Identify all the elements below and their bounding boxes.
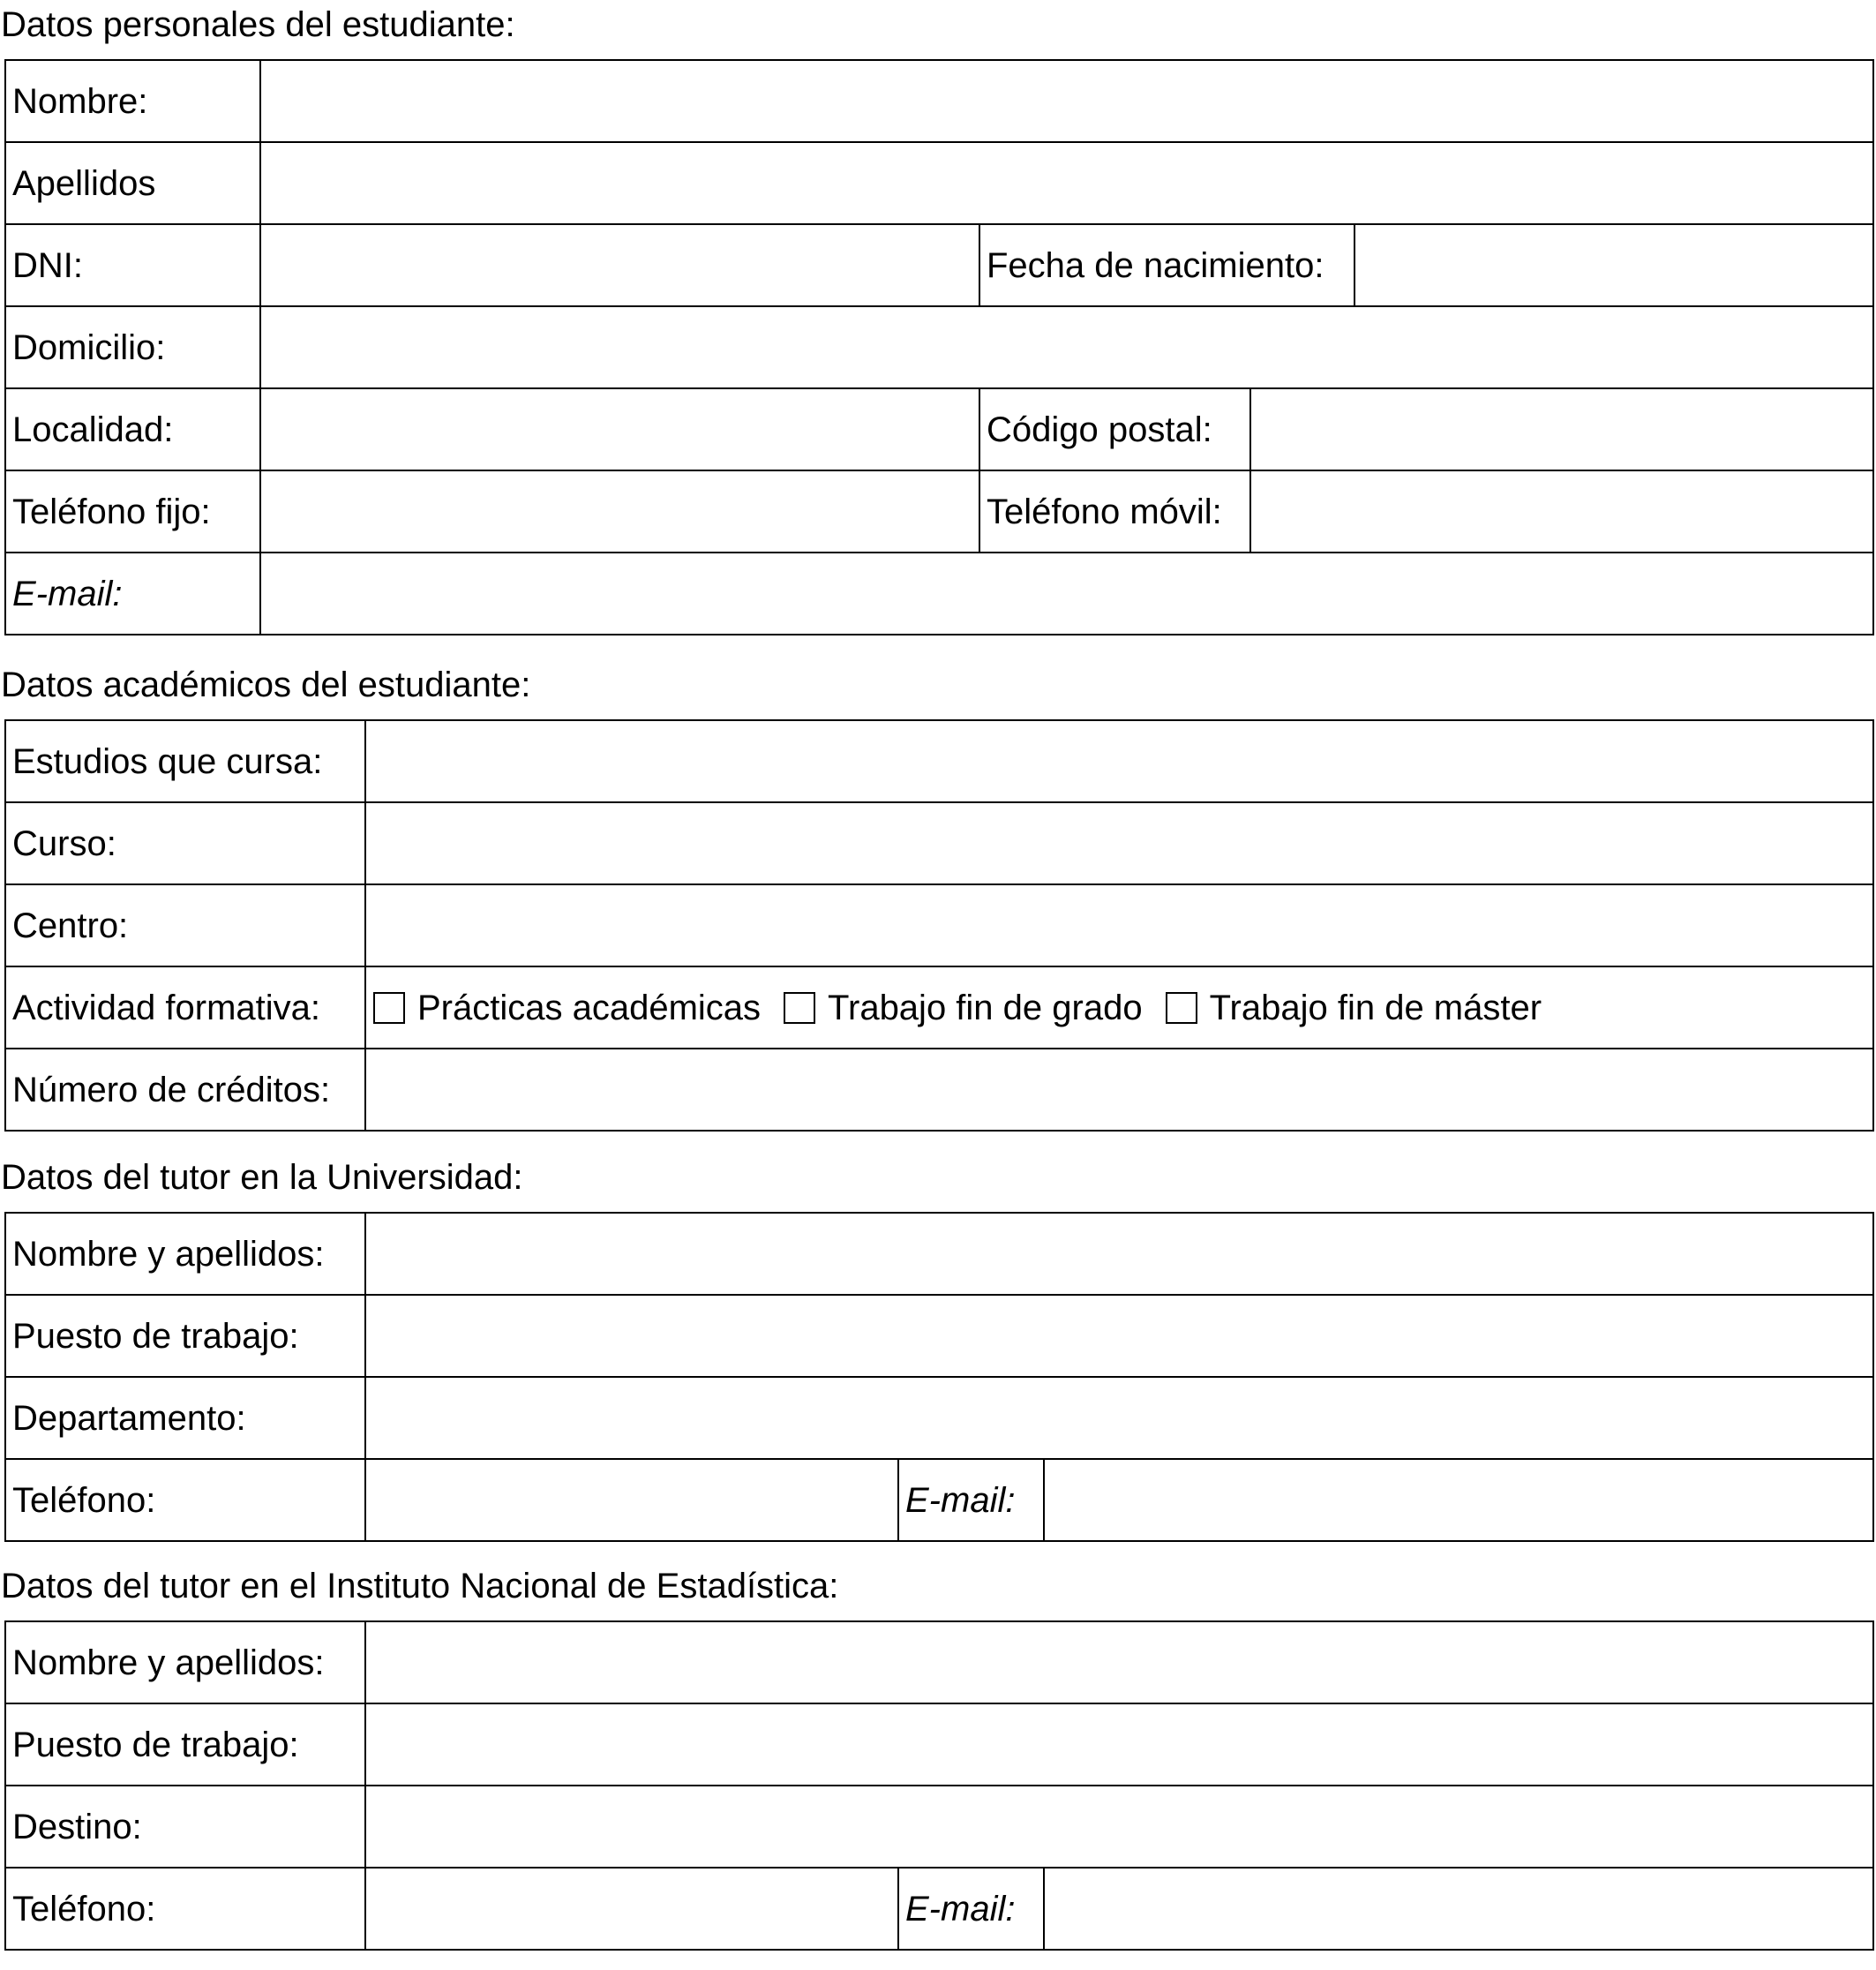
domicilio-label: Domicilio: bbox=[5, 306, 260, 388]
localidad-field[interactable] bbox=[260, 388, 979, 470]
table-row bbox=[5, 553, 1873, 635]
actividad-label: Actividad formativa: bbox=[5, 966, 365, 1049]
tutor-ine-destino-field[interactable] bbox=[365, 1786, 1873, 1868]
centro-label: Centro: bbox=[5, 884, 365, 966]
tfm-checkbox[interactable] bbox=[1166, 992, 1197, 1024]
table-row bbox=[5, 1295, 1873, 1377]
section-title-academic: Datos académicos del estudiante: bbox=[1, 665, 531, 704]
estudios-field[interactable] bbox=[365, 720, 1873, 802]
email-label: E-mail: bbox=[5, 553, 260, 635]
tutor-ine-table bbox=[4, 1620, 1874, 1951]
estudios-label: Estudios que cursa: bbox=[5, 720, 365, 802]
tutor-ine-puesto-field[interactable] bbox=[365, 1703, 1873, 1786]
apellidos-label: Apellidos bbox=[5, 142, 260, 224]
option-tfm[interactable] bbox=[1166, 987, 1542, 1029]
curso-field[interactable] bbox=[365, 802, 1873, 884]
tutor-uni-departamento-field[interactable] bbox=[365, 1377, 1873, 1459]
apellidos-field[interactable] bbox=[260, 142, 1873, 224]
fecha-nacimiento-field[interactable] bbox=[1354, 224, 1873, 306]
table-row bbox=[5, 1377, 1873, 1459]
nombre-field[interactable] bbox=[260, 60, 1873, 142]
domicilio-field[interactable] bbox=[260, 306, 1873, 388]
actividad-checkbox-group bbox=[366, 987, 1872, 1029]
personal-data-table bbox=[4, 59, 1874, 635]
tutor-uni-puesto-label: Puesto de trabajo: bbox=[5, 1295, 365, 1377]
tutor-uni-telefono-field[interactable] bbox=[365, 1459, 898, 1541]
telefono-movil-field[interactable] bbox=[1250, 470, 1873, 553]
section-title-tutor-ine: Datos del tutor en el Instituto Nacional de Estadística: bbox=[1, 1567, 839, 1605]
tutor-uni-telefono-label: Teléfono: bbox=[5, 1459, 365, 1541]
section-title-tutor-universidad: Datos del tutor en la Universidad: bbox=[1, 1158, 523, 1197]
section-title-personal: Datos personales del estudiante: bbox=[1, 5, 515, 44]
localidad-label: Localidad: bbox=[5, 388, 260, 470]
telefono-movil-label: Teléfono móvil: bbox=[979, 470, 1250, 553]
nombre-label: Nombre: bbox=[5, 60, 260, 142]
tutor-ine-telefono-label: Teléfono: bbox=[5, 1868, 365, 1950]
table-row bbox=[5, 802, 1873, 884]
table-row bbox=[5, 1621, 1873, 1703]
centro-field[interactable] bbox=[365, 884, 1873, 966]
tutor-uni-email-label: E-mail: bbox=[898, 1459, 1044, 1541]
table-row bbox=[5, 1459, 1873, 1541]
table-row bbox=[5, 470, 1873, 553]
tutor-ine-email-field[interactable] bbox=[1044, 1868, 1873, 1950]
table-row bbox=[5, 306, 1873, 388]
tutor-ine-telefono-field[interactable] bbox=[365, 1868, 898, 1950]
practicas-checkbox[interactable] bbox=[373, 992, 405, 1024]
tutor-ine-email-label: E-mail: bbox=[898, 1868, 1044, 1950]
option-practicas[interactable] bbox=[373, 987, 761, 1029]
table-row bbox=[5, 60, 1873, 142]
table-row bbox=[5, 1786, 1873, 1868]
tutor-uni-departamento-label: Departamento: bbox=[5, 1377, 365, 1459]
creditos-label: Número de créditos: bbox=[5, 1049, 365, 1131]
telefono-fijo-label: Teléfono fijo: bbox=[5, 470, 260, 553]
table-row bbox=[5, 884, 1873, 966]
creditos-field[interactable] bbox=[365, 1049, 1873, 1131]
tutor-uni-nombre-field[interactable] bbox=[365, 1213, 1873, 1295]
fecha-nacimiento-label: Fecha de nacimiento: bbox=[979, 224, 1354, 306]
dni-field[interactable] bbox=[260, 224, 979, 306]
actividad-options bbox=[365, 966, 1873, 1049]
table-row bbox=[5, 1213, 1873, 1295]
tutor-universidad-table bbox=[4, 1212, 1874, 1542]
codigo-postal-field[interactable] bbox=[1250, 388, 1873, 470]
tutor-ine-destino-label: Destino: bbox=[5, 1786, 365, 1868]
tutor-ine-nombre-field[interactable] bbox=[365, 1621, 1873, 1703]
table-row bbox=[5, 1049, 1873, 1131]
tutor-uni-nombre-label: Nombre y apellidos: bbox=[5, 1213, 365, 1295]
table-row bbox=[5, 1703, 1873, 1786]
tutor-ine-puesto-label: Puesto de trabajo: bbox=[5, 1703, 365, 1786]
tfg-checkbox[interactable] bbox=[784, 992, 815, 1024]
option-tfg[interactable] bbox=[784, 987, 1143, 1029]
table-row bbox=[5, 1868, 1873, 1950]
table-row bbox=[5, 224, 1873, 306]
academic-data-table bbox=[4, 719, 1874, 1132]
tfm-label: Trabajo fin de máster bbox=[1209, 988, 1542, 1027]
tfg-label: Trabajo fin de grado bbox=[828, 988, 1143, 1027]
email-field[interactable] bbox=[260, 553, 1873, 635]
tutor-ine-nombre-label: Nombre y apellidos: bbox=[5, 1621, 365, 1703]
table-row bbox=[5, 720, 1873, 802]
table-row bbox=[5, 388, 1873, 470]
dni-label: DNI: bbox=[5, 224, 260, 306]
practicas-label: Prácticas académicas bbox=[417, 988, 762, 1027]
tutor-uni-email-field[interactable] bbox=[1044, 1459, 1873, 1541]
table-row bbox=[5, 142, 1873, 224]
tutor-uni-puesto-field[interactable] bbox=[365, 1295, 1873, 1377]
table-row bbox=[5, 966, 1873, 1049]
telefono-fijo-field[interactable] bbox=[260, 470, 979, 553]
codigo-postal-label: Código postal: bbox=[979, 388, 1250, 470]
curso-label: Curso: bbox=[5, 802, 365, 884]
